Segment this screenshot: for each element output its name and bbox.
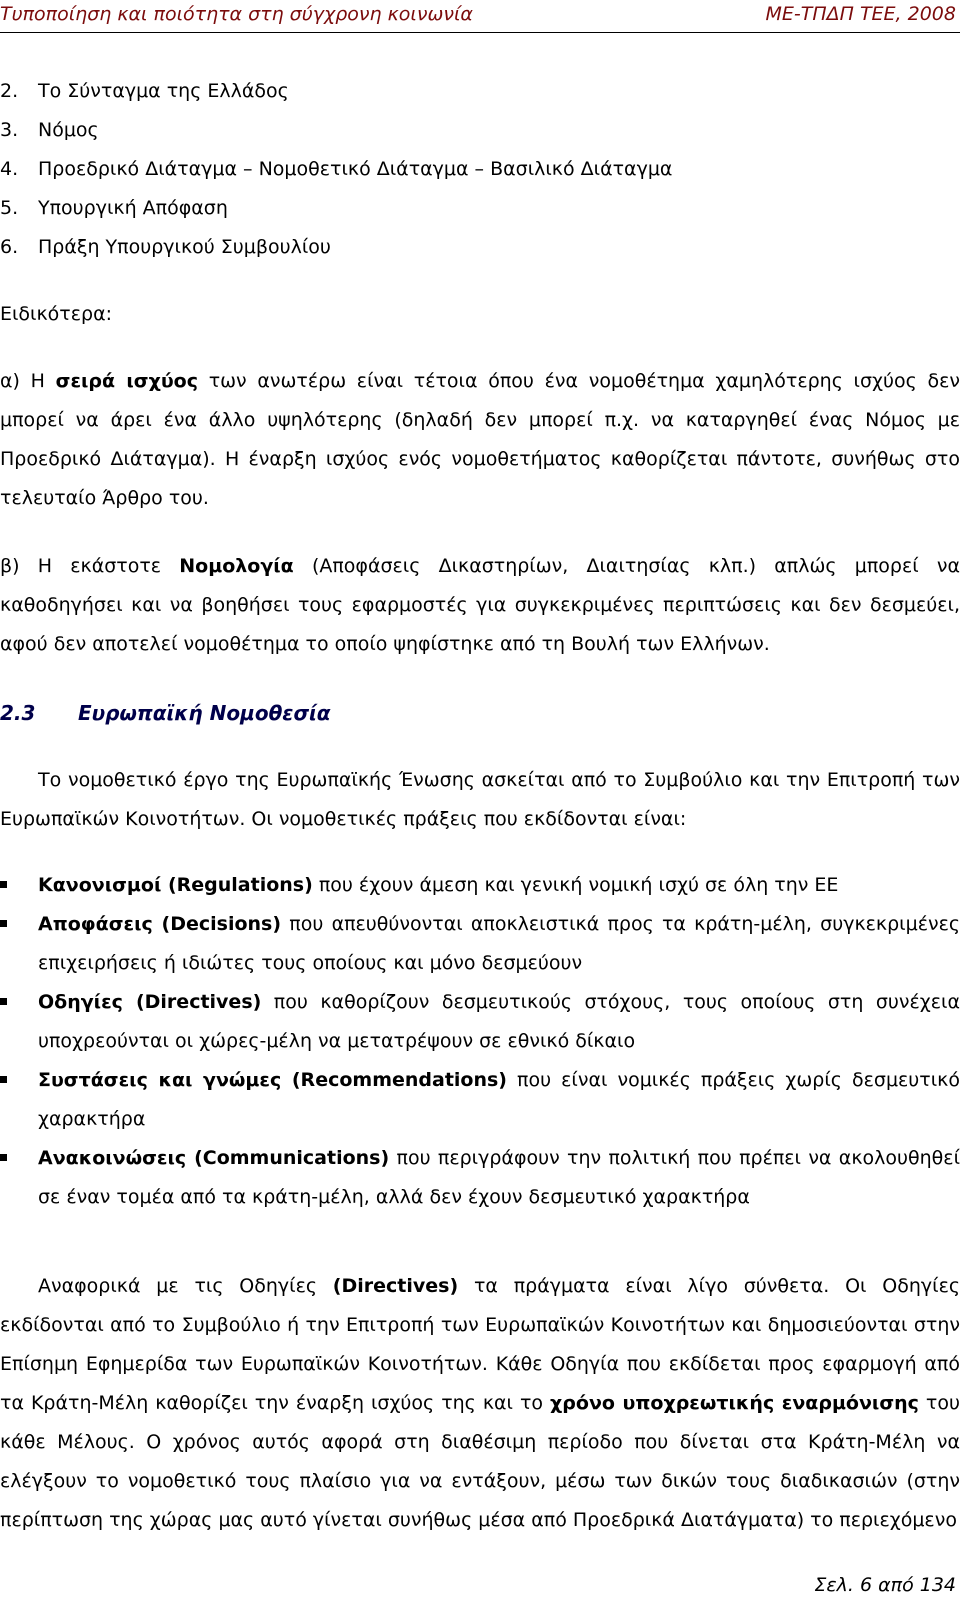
- specifically-label: Ειδικότερα:: [0, 303, 113, 325]
- section-heading: [0, 701, 331, 725]
- header-title: Τυποποίηση και ποιότητα στη σύγχρονη κοινωνία: [0, 3, 473, 25]
- list-item: Ανακοινώσεις (Communications) που περιγράφουν την πολιτική που πρέπει να ακολουθηθεί σε έναν τομέα από τα κράτη-μέλη, αλλά δεν έχουν δεσμευτικό χαρακτήρα: [0, 1139, 960, 1217]
- numbered-list: [0, 72, 960, 267]
- page-header: [0, 0, 960, 34]
- directives-paragraph: Αναφορικά με τις Οδηγίες (Directives) τα πράγματα είναι λίγο σύνθετα. Οι Οδηγίες εκδίδονται από το Συμβούλιο ή την Επιτροπή των Ευρωπαϊκών Κοινοτήτων και δημοσιεύονται στην Επίσημη Εφημερίδα των Ευρωπαϊκών Κοινοτήτων. Κάθε Οδηγία που εκδίδεται προς εφαρμογή από τα Κράτη-Μέλη καθορίζει την έναρξη ισχύος της και το χρόνο υποχρεωτικής εναρμόνισης του κάθε Μέλους. Ο χρόνος αυτός αφορά στη διαθέσιμη περίοδο που δίνεται στα Κράτη-Μέλη να ελέγξουν το νομοθετικό τους πλαίσιο για να εντάξουν, μέσω των δικών τους διαδικασιών (στην περίπτωση της χώρας μας αυτό γίνεται συνήθως μέσα από Προεδρικά Διατάγματα) το περιεχόμενο: [0, 1275, 960, 1531]
- bullet-square-icon: [0, 1154, 7, 1161]
- list-item: Οδηγίες (Directives) που καθορίζουν δεσμευτικούς στόχους, τους οποίους στη συνέχεια υποχρεούνται οι χώρες-μέλη να μετατρέψουν σε εθνικό δίκαιο: [0, 983, 960, 1061]
- paragraph-a: α) Η σειρά ισχύος των ανωτέρω είναι τέτοια όπου ένα νομοθέτημα χαμηλότερης ισχύος δεν μπορεί να άρει ένα άλλο υψηλότερης (δηλαδή δεν μπορεί π.χ. να καταργηθεί ένας Νόμος με Προεδρικό Διάταγμα). Η έναρξη ισχύος ενός νομοθετήματος καθορίζεται πάντοτε, συνήθως στο τελευταίο Άρθρο του.: [0, 370, 960, 509]
- list-item: Αποφάσεις (Decisions) που απευθύνονται αποκλειστικά προς τα κράτη-μέλη, συγκεκριμένες επιχειρήσεις ή ιδιώτες τους οποίους και μόνο δεσμεύουν: [0, 905, 960, 983]
- header-rule: [0, 32, 960, 33]
- list-item: 5. Υπουργική Απόφαση: [0, 197, 228, 219]
- section-number: 2.3: [0, 701, 36, 725]
- list-item: Κανονισμοί (Regulations) που έχουν άμεση και γενική νομική ισχύ σε όλη την ΕΕ: [0, 866, 960, 905]
- bullet-square-icon: [0, 920, 7, 927]
- bullet-square-icon: [0, 1076, 7, 1083]
- paragraph-b: β) Η εκάστοτε Νομολογία (Αποφάσεις Δικαστηρίων, Διαιτησίας κλπ.) απλώς μπορεί να καθοδηγήσει και να βοηθήσει τους εφαρμοστές για συγκεκριμένες περιπτώσεις και δεν δεσμεύει, αφού δεν αποτελεί νομοθέτημα το οποίο ψηφίστηκε από τη Βουλή των Ελλήνων.: [0, 555, 960, 655]
- bullet-square-icon: [0, 998, 7, 1005]
- act-types-list: [0, 866, 960, 1217]
- list-item: 4. Προεδρικό Διάταγμα – Νομοθετικό Διάταγμα – Βασιλικό Διάταγμα: [0, 158, 673, 180]
- page-number: Σελ. 6 από 134: [814, 1574, 956, 1596]
- section-title: Ευρωπαϊκή Νομοθεσία: [78, 701, 331, 725]
- header-org: ΜΕ-ΤΠΔΠ ΤΕΕ, 2008: [765, 3, 956, 25]
- list-item: 6. Πράξη Υπουργικού Συμβουλίου: [0, 236, 331, 258]
- list-item: 3. Νόμος: [0, 119, 99, 141]
- bullet-square-icon: [0, 881, 7, 888]
- list-item: Συστάσεις και γνώμες (Recommendations) που είναι νομικές πράξεις χωρίς δεσμευτικό χαρακτήρα: [0, 1061, 960, 1139]
- list-item: 2. Το Σύνταγμα της Ελλάδος: [0, 80, 289, 102]
- intro-paragraph: Το νομοθετικό έργο της Ευρωπαϊκής Ένωσης ασκείται από το Συμβούλιο και την Επιτροπή των Ευρωπαϊκών Κοινοτήτων. Οι νομοθετικές πράξεις που εκδίδονται είναι:: [0, 769, 960, 830]
